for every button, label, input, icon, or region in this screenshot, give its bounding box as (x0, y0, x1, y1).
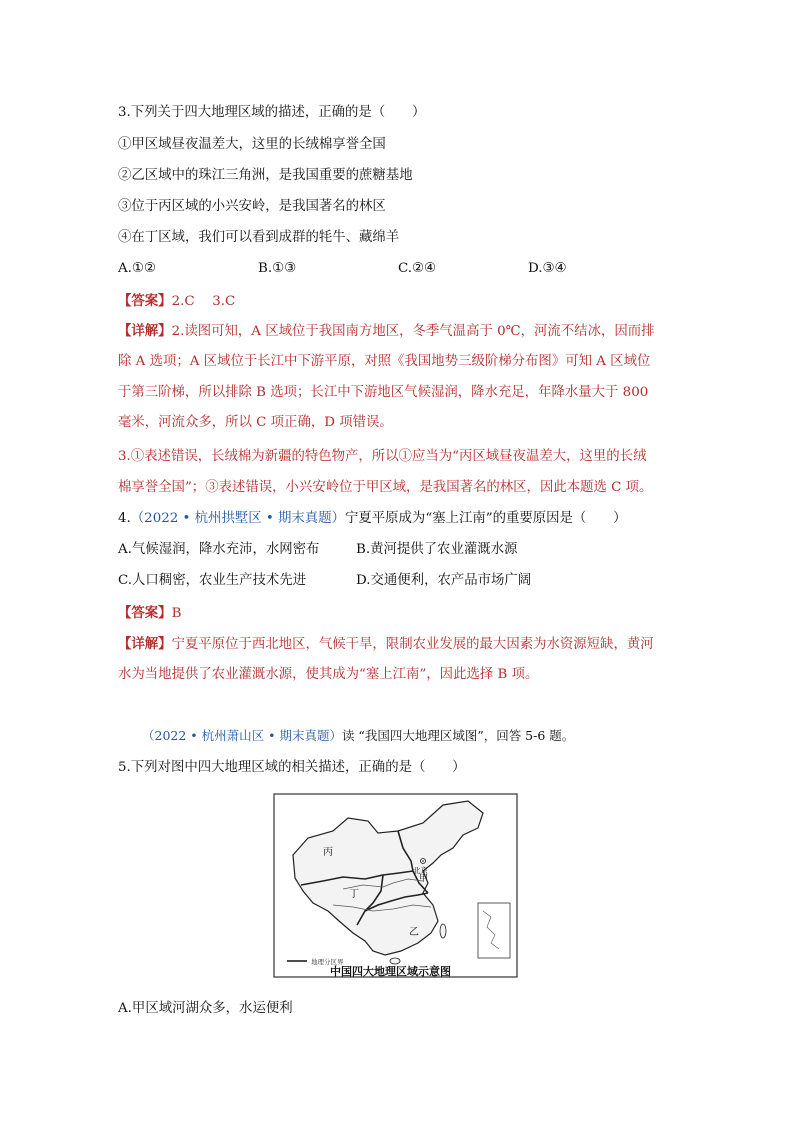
q3-option-c: C.②④ (398, 261, 437, 276)
intro-text: 读 “我国四大地理区域图”，回答 5-6 题。 (341, 728, 575, 743)
label-jia: 甲 (419, 874, 429, 884)
q4-stem-line (118, 510, 627, 528)
q4-option-c: C.人口稠密，农业生产技术先进 (118, 573, 307, 588)
q5-6-intro (142, 727, 574, 745)
detail-text: 2.读图可知，A 区域位于我国南方地区，冬季气温高于 0℃，河流不结冰，因而排 (171, 324, 655, 339)
detail-2-line-2: 水为当地提供了农业灌溉水源，使其成为“塞上江南”，因此选择 B 项。 (118, 667, 539, 682)
detail-tag: 【详解】 (118, 323, 172, 339)
detail-2-line-1 (118, 635, 654, 654)
q4-option-d: D.交通便利，农产品市场广阔 (356, 573, 532, 588)
detail-1-line-6: 棉享誉全国”；③表述错误，小兴安岭位于甲区域，是我国著名的林区，因此本题选 C 项。 (118, 480, 653, 495)
detail-1-line-4: 毫米，河流众多，所以 C 项正确，D 项错误。 (118, 415, 393, 430)
q3-statement-4: ④在丁区域，我们可以看到成群的牦牛、藏绵羊 (118, 230, 400, 245)
detail-1-line-2: 除 A 选项；A 区域位于长江中下游平原，对照《我国地势三级阶梯分布图》可知 A 区域位 (118, 354, 651, 369)
detail-1-line-5: 3.①表述错误，长绒棉为新疆的特色物产，所以①应当为“丙区域昼夜温差大，这里的长绒 (118, 449, 647, 464)
q4-option-b: B.黄河提供了农业灌溉水源 (356, 542, 518, 557)
taiwan-island (440, 924, 446, 938)
map-caption: 中国四大地理区域示意图 (330, 965, 451, 978)
label-bing: 丙 (323, 847, 333, 858)
label-ding: 丁 (349, 889, 359, 900)
answer-text: B (171, 606, 182, 621)
q3-option-d: D.③④ (528, 261, 567, 276)
q3-stem: 3.下列关于四大地理区域的描述，正确的是（ ） (118, 105, 426, 120)
q5-stem: 5.下列对图中四大地理区域的相关描述，正确的是（ ） (118, 760, 466, 775)
q4-source: （2022 • 杭州拱墅区 • 期末真题） (130, 511, 345, 526)
china-regions-map (273, 793, 518, 978)
answer-tag: 【答案】 (118, 605, 172, 621)
q3-statement-3: ③位于丙区域的小兴安岭，是我国著名的林区 (118, 199, 386, 214)
intro-source: （2022 • 杭州萧山区 • 期末真题） (142, 728, 342, 743)
answer-block-1 (118, 292, 235, 311)
answer-block-2 (118, 604, 181, 623)
answer-tag: 【答案】 (118, 293, 172, 309)
q4-stem: 宁夏平原成为“塞上江南”的重要原因是（ ） (344, 511, 627, 526)
q3-option-a: A.①② (118, 261, 156, 276)
legend-text: 地理分区界 (311, 958, 344, 966)
detail-tag: 【详解】 (118, 636, 172, 652)
q3-option-b: B.①③ (258, 261, 297, 276)
south-sea-inset (478, 903, 510, 958)
q4-number: 4. (118, 511, 131, 526)
detail-text: 宁夏平原位于西北地区，气候干旱，限制农业发展的最大因素为水资源短缺，黄河 (171, 637, 654, 652)
label-beijing: 北京 (413, 866, 428, 875)
q3-statement-2: ②乙区域中的珠江三角洲，是我国重要的蔗糖基地 (118, 168, 413, 183)
q5-option-a: A.甲区域河湖众多，水运便利 (118, 1001, 293, 1016)
answer-text: 2.C 3.C (171, 294, 236, 309)
q4-option-a: A.气候湿润，降水充沛，水网密布 (118, 542, 320, 557)
detail-1-line-1 (118, 322, 655, 341)
detail-1-line-3: 于第三阶梯，所以排除 B 选项；长江中下游地区气候湿润，降水充足，年降水量大于 800 (118, 385, 649, 400)
q3-statement-1: ①甲区域昼夜温差大，这里的长绒棉享誉全国 (118, 137, 386, 152)
label-yi: 乙 (409, 927, 419, 938)
beijing-marker-dot (422, 860, 424, 862)
